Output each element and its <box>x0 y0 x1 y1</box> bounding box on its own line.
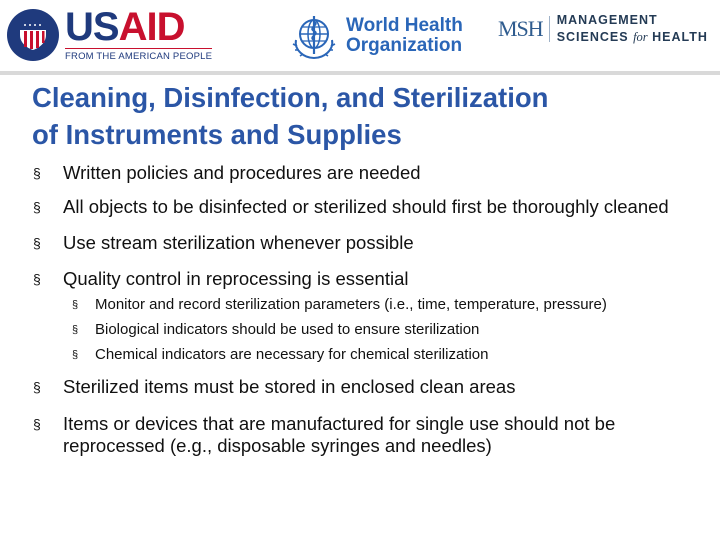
bullet-marker-icon: § <box>33 379 41 395</box>
logo-bar <box>0 0 720 70</box>
bullet-marker-icon: § <box>33 271 41 287</box>
sub-bullet-item <box>63 345 708 365</box>
sub-bullet-text: Monitor and record sterilization parameters (i.e., time, temperature, pressure) <box>95 296 607 313</box>
bullet-text: Quality control in reprocessing is essential <box>63 268 409 289</box>
sub-bullet-marker-icon: § <box>72 299 79 311</box>
bullet-text: Sterilized items must be stored in enclosed clean areas <box>63 376 516 397</box>
bullet-item <box>28 196 708 218</box>
bullet-marker-icon: § <box>33 165 41 181</box>
bullet-list <box>28 162 708 457</box>
sub-bullet-list <box>63 295 708 365</box>
header-divider <box>0 71 720 75</box>
bullet-text: Written policies and procedures are needed <box>63 162 421 183</box>
bullet-marker-icon: § <box>33 416 41 432</box>
sub-bullet-marker-icon: § <box>72 324 79 336</box>
who-logo <box>288 10 463 62</box>
bullet-marker-icon: § <box>33 199 41 215</box>
bullet-item <box>28 376 708 398</box>
bullet-item <box>28 268 708 365</box>
usaid-tagline: FROM THE AMERICAN PEOPLE <box>65 48 212 62</box>
usaid-wordmark: USAID <box>65 5 185 49</box>
sub-bullet-item <box>63 320 708 340</box>
msh-name: MANAGEMENT SCIENCES for HEALTH <box>556 13 708 44</box>
msh-logo <box>498 12 708 46</box>
sub-bullet-text: Chemical indicators are necessary for chemical sterilization <box>95 346 489 363</box>
slide-title: Cleaning, Disinfection, and Sterilization of Instruments and Supplies <box>32 82 549 150</box>
who-emblem-icon <box>288 10 340 62</box>
usaid-seal-icon <box>7 9 59 61</box>
sub-bullet-text: Biological indicators should be used to ensure sterilization <box>95 321 480 338</box>
bullet-marker-icon: § <box>33 235 41 251</box>
bullet-item <box>28 413 708 457</box>
bullet-text: Use stream sterilization whenever possible <box>63 232 414 253</box>
bullet-text: Items or devices that are manufactured for single use should not be reprocessed (e.g., disposable syringes and needles) <box>63 413 616 456</box>
who-name: World Health Organization <box>346 15 463 56</box>
sub-bullet-item <box>63 295 708 315</box>
sub-bullet-marker-icon: § <box>72 349 79 361</box>
bullet-item <box>28 232 708 254</box>
bullet-text: All objects to be disinfected or sterilized should first be thoroughly cleaned <box>63 196 669 217</box>
usaid-logo <box>7 5 213 62</box>
msh-mark: MSH <box>498 16 550 42</box>
bullet-item <box>28 162 708 184</box>
